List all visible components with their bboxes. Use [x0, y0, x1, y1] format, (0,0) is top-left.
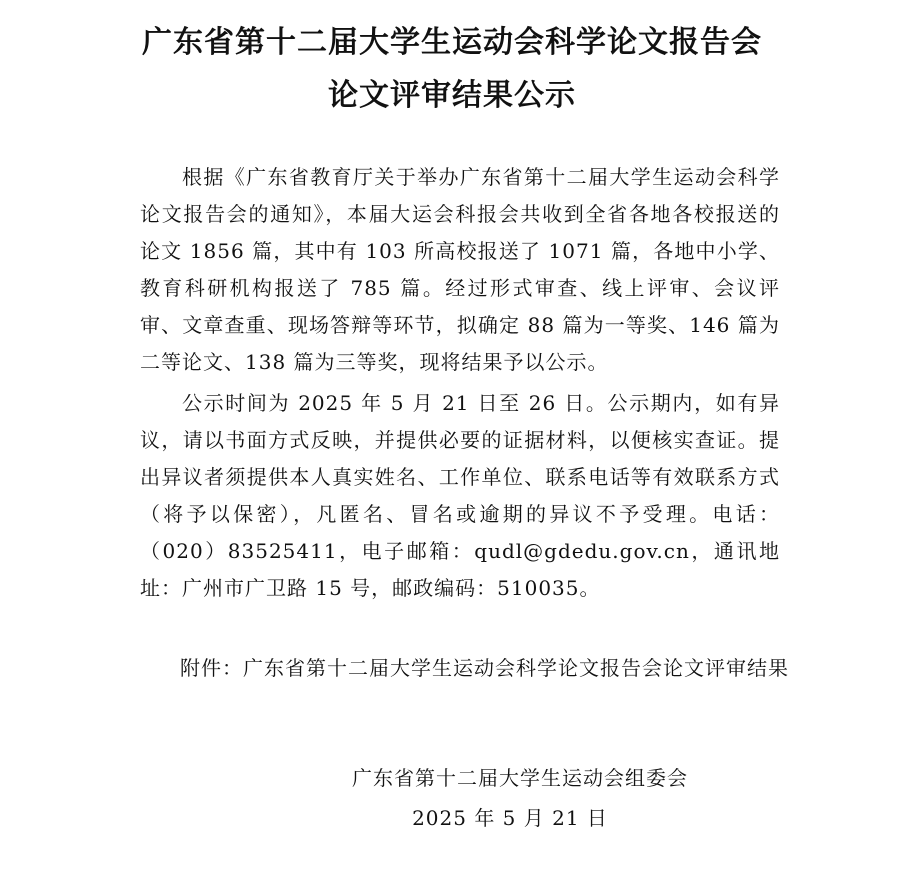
- body-paragraph-submissions: 根据《广东省教育厅关于举办广东省第十二届大学生运动会科学论文报告会的通知》，本届大运会科报会共收到全省各地各校报送的论文 1856 篇，其中有 103 所高校报送了 1071 篇，各地中小学、教育科研机构报送了 785 篇。经过形式审查、线上评审、会议评审、文章查重、现场答辩等环节，拟确定 88 篇为一等奖、146 篇为二等论文、138 篇为三等奖，现将结果予以公示。: [140, 165, 780, 374]
- signature-date: 2025 年 5 月 21 日: [412, 806, 608, 830]
- signature-organization: 广东省第十二届大学生运动会组委会: [352, 766, 688, 790]
- body-paragraph-objection-notice: 公示时间为 2025 年 5 月 21 日至 26 日。公示期内，如有异议，请以书面方式反映，并提供必要的证据材料，以便核实查证。提出异议者须提供本人真实姓名、工作单位、联系电话等有效联系方式（将予以保密），凡匿名、冒名或逾期的异议不予受理。电话：（020）83525411，电子邮箱：qudl@gdedu.gov.cn，通讯地址：广州市广卫路 15 号，邮政编码：510035。: [140, 391, 780, 600]
- document-title-line-1: 广东省第十二届大学生运动会科学论文报告会: [142, 25, 762, 60]
- document-title-line-2: 论文评审结果公示: [328, 78, 576, 113]
- attachment-line: 附件：广东省第十二届大学生运动会科学论文报告会论文评审结果: [180, 656, 789, 680]
